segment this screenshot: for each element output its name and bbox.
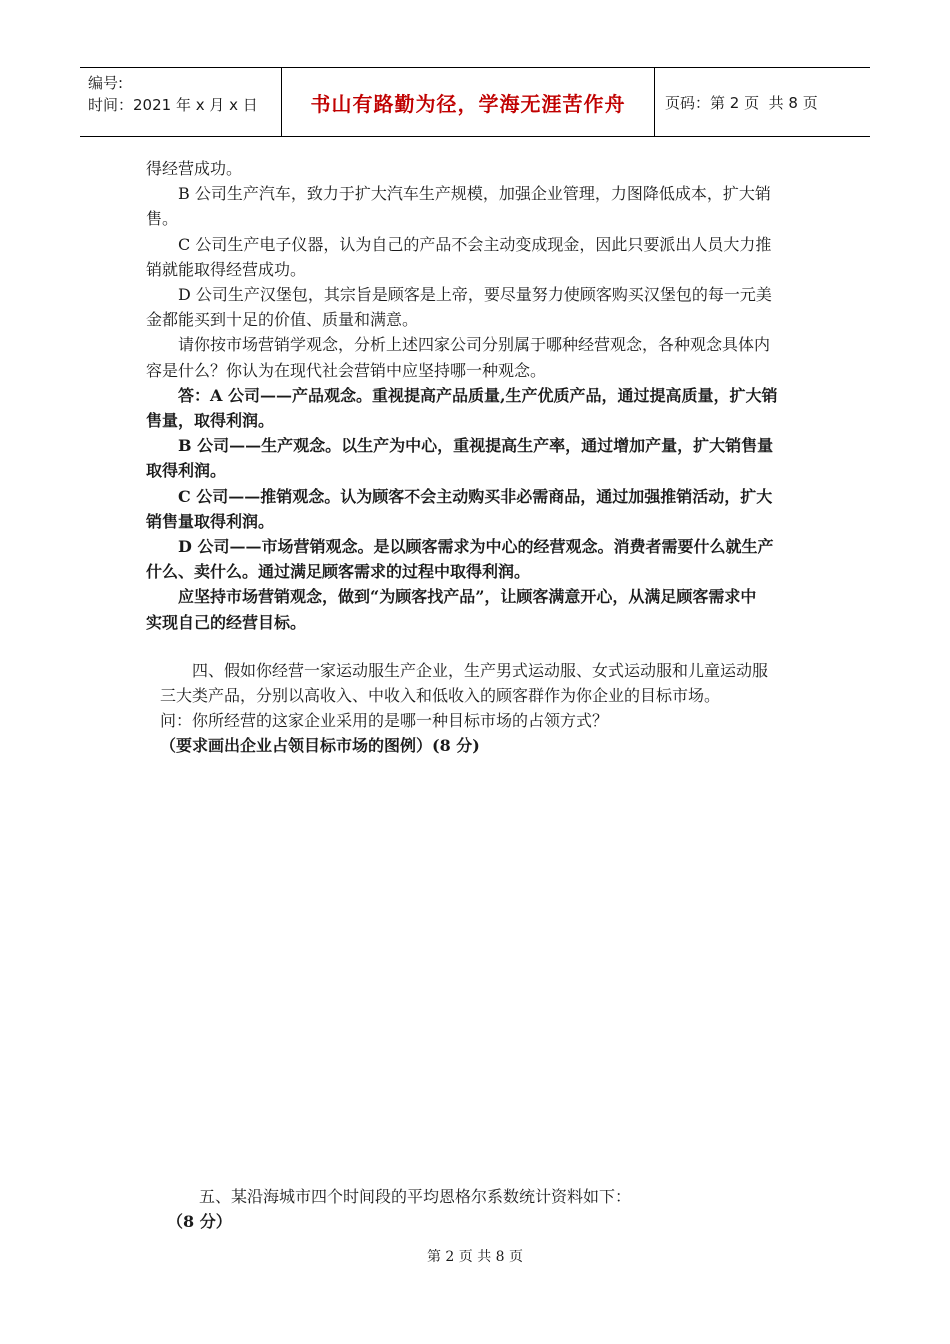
answer-line: C 公司——推销观念。认为顾客不会主动购买非必需商品，通过加强推销活动，扩大 — [178, 486, 773, 506]
text-line: C 公司生产电子仪器，认为自己的产品不会主动变成现金，因此只要派出人员大力推 — [178, 234, 772, 254]
answer-line: 销售量取得利润。 — [146, 511, 275, 531]
q5-line-1: 五、某沿海城市四个时间段的平均恩格尔系数统计资料如下： — [199, 1187, 632, 1206]
answer-line: B 公司——生产观念。以生产为中心，重视提高生产率，通过增加产量，扩大销售量 — [178, 436, 774, 456]
number-label: 编号: — [88, 74, 124, 92]
text-line: 请你按市场营销学观念，分析上述四家公司分别属于哪种经营观念，各种观念具体内 — [178, 335, 771, 355]
q4-line-2: 三大类产品，分别以高收入、中收入和低收入的顾客群作为你企业的目标市场。 — [160, 686, 721, 705]
text-line: 得经营成功。 — [146, 159, 243, 178]
answer-line: 取得利润。 — [146, 461, 227, 481]
text-line: 容是什么？你认为在现代社会营销中应坚持哪一种观念。 — [146, 360, 547, 380]
q4-line-1: 四、假如你经营一家运动服生产企业，生产男式运动服、女式运动服和儿童运动服 — [192, 661, 769, 680]
question-5 — [167, 1184, 827, 1234]
answer-line: 答：A 公司——产品观念。重视提高产品质量,生产优质产品，通过提高质量，扩大销 — [178, 385, 778, 405]
answer-line: 实现自己的经营目标。 — [146, 612, 307, 632]
page-footer: 第 2 页 共 8 页 — [426, 1249, 524, 1265]
text-line: D 公司生产汉堡包，其宗旨是顾客是上帝，要尽量努力使顾客购买汉堡包的每一元美 — [178, 285, 772, 305]
document-header — [80, 67, 870, 137]
answer-line: 售量，取得利润。 — [146, 411, 275, 431]
text-line: B 公司生产汽车，致力于扩大汽车生产规模，加强企业管理，力图降低成本，扩大销 — [178, 184, 771, 204]
time-label: 时间：2021 年 x 月 x 日 — [88, 96, 258, 114]
text-line: 售。 — [146, 209, 179, 229]
header-meta — [80, 68, 282, 136]
text-line: 金都能买到十足的价值、质量和满意。 — [146, 310, 419, 330]
text-line: 销就能取得经营成功。 — [146, 259, 307, 279]
answer-line: 什么、卖什么。通过满足顾客需求的过程中取得利润。 — [146, 562, 531, 582]
question-4 — [160, 658, 820, 758]
answer-line: D 公司——市场营销观念。是以顾客需求为中心的经营观念。消费者需要什么就生产 — [178, 537, 774, 557]
q4-line-4: （要求画出企业占领目标市场的图例）(8 分) — [160, 736, 480, 755]
question-body — [146, 156, 811, 635]
header-page-info — [655, 68, 870, 136]
page-info-text: 页码：第 2 页 共 8 页 — [665, 93, 818, 112]
answer-line: 应坚持市场营销观念，做到“为顾客找产品”，让顾客满意开心，从满足顾客需求中 — [178, 587, 757, 607]
header-motto: 书山有路勤为径，学海无涯苦作舟 — [282, 68, 655, 136]
q5-line-2: （8 分） — [167, 1212, 232, 1231]
q4-line-3: 问：你所经营的这家企业采用的是哪一种目标市场的占领方式？ — [160, 711, 609, 730]
